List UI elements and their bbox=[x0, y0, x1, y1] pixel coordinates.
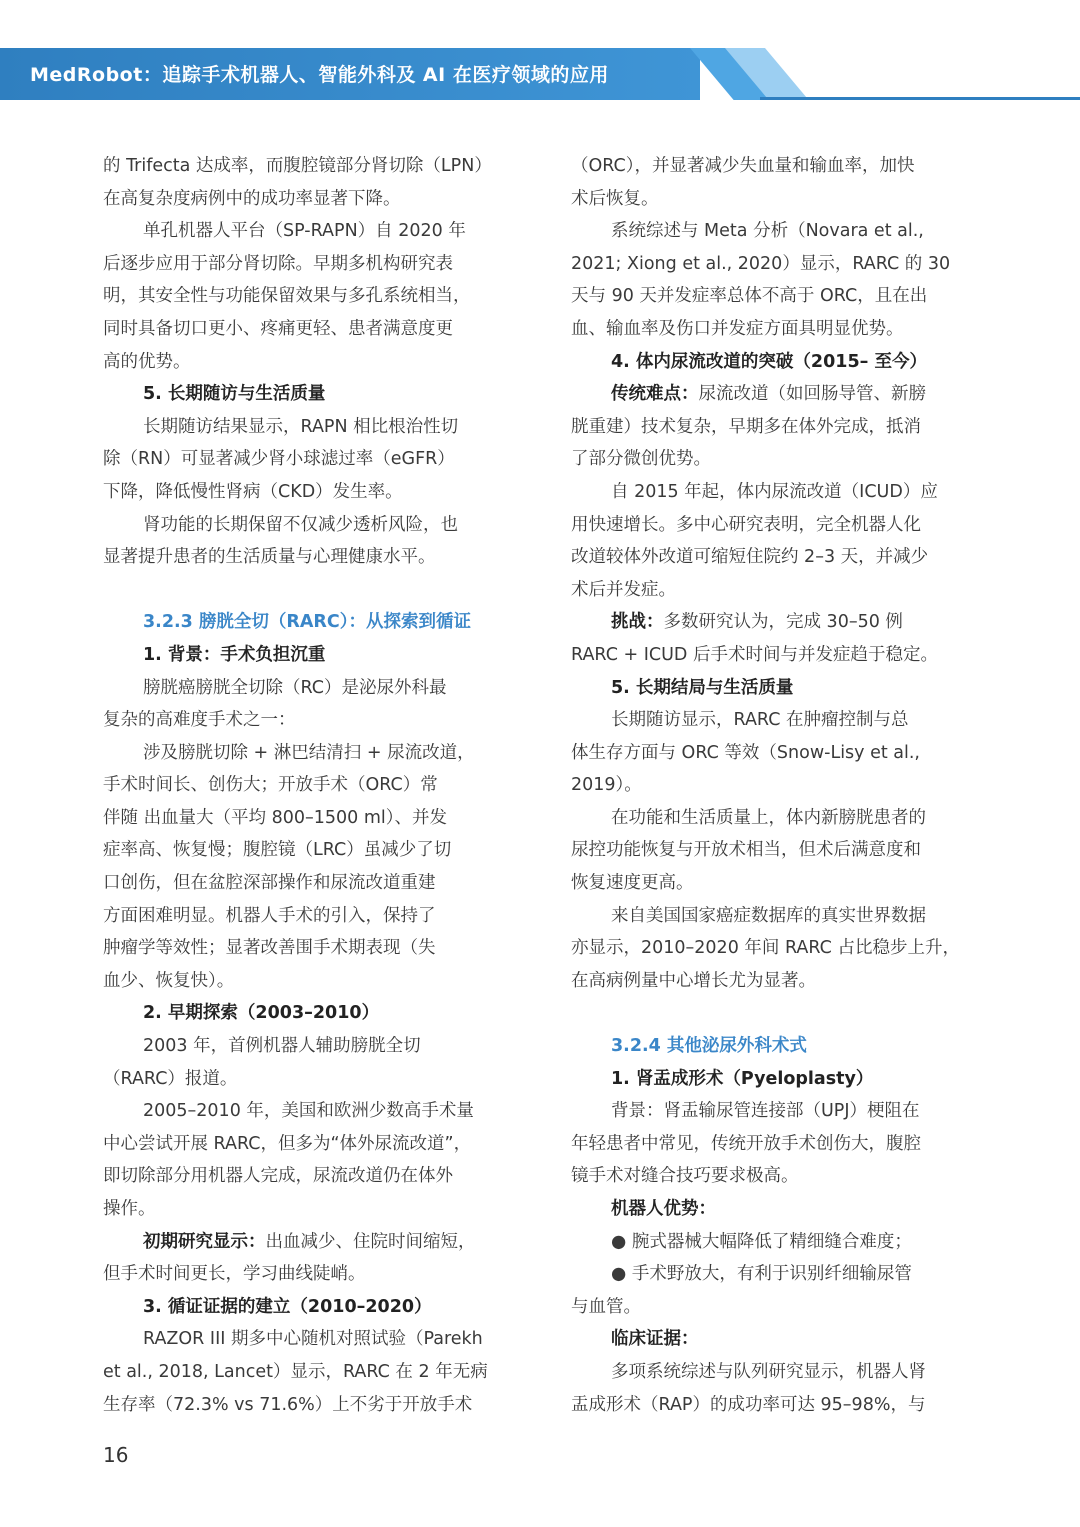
text-line: 天与 90 天并发症率总体不高于 ORC，且在出 bbox=[571, 286, 928, 307]
blank-gap bbox=[571, 997, 977, 1030]
text-line: 伴随 出血量大（平均 800–1500 ml）、并发 bbox=[103, 807, 448, 828]
subheading-line: 5. 长期随访与生活质量 bbox=[143, 384, 326, 405]
right-text-column bbox=[571, 150, 977, 1421]
subheading-line: 4. 体内尿流改道的突破（2015– 至今） bbox=[611, 351, 927, 372]
text-line: 2005–2010 年，美国和欧洲少数高手术量 bbox=[143, 1101, 474, 1122]
text-line: 尿控功能恢复与开放术相当，但术后满意度和 bbox=[571, 840, 921, 861]
text-line: 系统综述与 Meta 分析（Novara et al., bbox=[611, 221, 924, 242]
text-line: ● 手术野放大，有利于识别纤细输尿管 bbox=[611, 1264, 912, 1285]
text-line: 除（RN）可显著减少肾小球滤过率（eGFR） bbox=[103, 449, 455, 470]
text-line: 显著提升患者的生活质量与心理健康水平。 bbox=[103, 547, 436, 568]
text-line: 长期随访显示，RARC 在肿瘤控制与总 bbox=[611, 710, 909, 731]
lead-in-rest: 出血减少、住院时间缩短， bbox=[265, 1231, 476, 1252]
section-heading: 3.2.4 其他泌尿外科术式 bbox=[611, 1036, 807, 1057]
subheading-line: 1. 肾盂成形术（Pyeloplasty） bbox=[611, 1068, 874, 1089]
lead-in-rest: 多数研究认为，完成 30–50 例 bbox=[663, 612, 903, 633]
text-line: 在高病例量中心增长尤为显著。 bbox=[571, 970, 816, 991]
text-line: 肾功能的长期保留不仅减少透析风险，也 bbox=[143, 514, 458, 535]
section-heading: 3.2.3 膀胱全切（RARC）：从探索到循证 bbox=[143, 612, 472, 633]
text-line: 的 Trifecta 达成率，而腹腔镜部分肾切除（LPN） bbox=[103, 156, 492, 176]
text-line: 与血管。 bbox=[571, 1296, 641, 1317]
text-line bbox=[103, 1226, 509, 1259]
text-line: et al., 2018, Lancet）显示，RARC 在 2 年无病 bbox=[103, 1361, 488, 1382]
text-line: 胱重建）技术复杂，早期多在体外完成，抵消 bbox=[571, 416, 921, 437]
left-text-column bbox=[103, 150, 509, 1421]
text-line: 单孔机器人平台（SP-RAPN）自 2020 年 bbox=[143, 221, 466, 242]
text-line: 来自美国国家癌症数据库的真实世界数据 bbox=[611, 905, 926, 926]
text-line: 涉及膀胱切除 + 淋巴结清扫 + 尿流改道， bbox=[143, 742, 475, 763]
text-line: 下降，降低慢性肾病（CKD）发生率。 bbox=[103, 481, 403, 502]
text-line: 用快速增长。多中心研究表明，完全机器人化 bbox=[571, 514, 921, 535]
lead-in-bold: 挑战： bbox=[611, 612, 664, 633]
text-line: 盂成形术（RAP）的成功率可达 95–98%，与 bbox=[571, 1394, 926, 1415]
text-line: 血少、恢复快）。 bbox=[103, 970, 235, 991]
subheading-line: 机器人优势： bbox=[611, 1199, 716, 1219]
text-line: 改道较体外改道可缩短住院约 2–3 天，并减少 bbox=[571, 547, 929, 568]
text-line: 亦显示，2010–2020 年间 RARC 占比稳步上升， bbox=[571, 938, 960, 959]
text-line: 在高复杂度病例中的成功率显著下降。 bbox=[103, 188, 401, 209]
text-line: 了部分微创优势。 bbox=[571, 449, 711, 470]
text-line: 2003 年，首例机器人辅助膀胱全切 bbox=[143, 1036, 421, 1057]
text-line: 但手术时间更长，学习曲线陡峭。 bbox=[103, 1264, 366, 1285]
text-line: ● 腕式器械大幅降低了精细缝合难度； bbox=[611, 1231, 912, 1252]
text-line: 背景：肾盂输尿管连接部（UPJ）梗阻在 bbox=[611, 1101, 920, 1122]
text-line: 中心尝试开展 RARC，但多为“体外尿流改道”， bbox=[103, 1133, 472, 1154]
text-line: 膀胱癌膀胱全切除（RC）是泌尿外科最 bbox=[143, 677, 447, 698]
text-line: 在功能和生活质量上，体内新膀胱患者的 bbox=[611, 807, 926, 828]
blank-gap bbox=[103, 574, 509, 607]
text-line: 手术时间长、创伤大；开放手术（ORC）常 bbox=[103, 775, 438, 796]
text-line: 长期随访结果显示，RAPN 相比根治性切 bbox=[143, 416, 459, 437]
subheading-line: 2. 早期探索（2003–2010） bbox=[143, 1003, 380, 1024]
text-line: 年轻患者中常见，传统开放手术创伤大，腹腔 bbox=[571, 1133, 921, 1154]
subheading-line: 3. 循证证据的建立（2010–2020） bbox=[143, 1296, 432, 1317]
text-line: 同时具备切口更小、疼痛更轻、患者满意度更 bbox=[103, 318, 453, 339]
text-line: 自 2015 年起，体内尿流改道（ICUD）应 bbox=[611, 481, 938, 502]
text-line: 症率高、恢复慢；腹腔镜（LRC）虽减少了切 bbox=[103, 840, 452, 861]
text-line: （ORC），并显著减少失血量和输血率，加快 bbox=[571, 156, 915, 176]
text-line: 复杂的高难度手术之一： bbox=[103, 710, 296, 731]
text-line: 血、输血率及伤口并发症方面具明显优势。 bbox=[571, 318, 904, 339]
text-line: （RARC）报道。 bbox=[103, 1068, 238, 1089]
lead-in-bold: 初期研究显示： bbox=[143, 1231, 266, 1252]
subheading-line: 1. 背景：手术负担沉重 bbox=[143, 644, 326, 665]
text-line: 明，其安全性与功能保留效果与多孔系统相当， bbox=[103, 286, 471, 307]
text-line: 术后并发症。 bbox=[571, 579, 676, 600]
text-line: 操作。 bbox=[103, 1199, 156, 1219]
text-line: 镜手术对缝合技巧要求极高。 bbox=[571, 1166, 799, 1187]
running-header-title: MedRobot：追踪手术机器人、智能外科及 AI 在医疗领域的应用 bbox=[30, 64, 609, 86]
text-line: RAZOR III 期多中心随机对照试验（Parekh bbox=[143, 1329, 483, 1350]
text-line: 高的优势。 bbox=[103, 351, 191, 372]
text-line: 术后恢复。 bbox=[571, 188, 659, 209]
text-line: 2021; Xiong et al., 2020）显示，RARC 的 30 bbox=[571, 253, 951, 274]
text-line bbox=[571, 606, 977, 639]
text-line bbox=[571, 378, 977, 411]
text-line: 生存率（72.3% vs 71.6%）上不劣于开放手术 bbox=[103, 1394, 473, 1415]
text-line: 肿瘤学等效性；显著改善围手术期表现（失 bbox=[103, 938, 436, 959]
header-rule-line bbox=[760, 97, 1080, 100]
lead-in-bold: 传统难点： bbox=[611, 384, 699, 405]
text-line: 方面困难明显。机器人手术的引入，保持了 bbox=[103, 905, 436, 926]
subheading-line: 临床证据： bbox=[611, 1329, 699, 1350]
text-line: 后逐步应用于部分肾切除。早期多机构研究表 bbox=[103, 253, 453, 274]
lead-in-rest: 尿流改道（如回肠导管、新膀 bbox=[698, 384, 926, 405]
subheading-line: 5. 长期结局与生活质量 bbox=[611, 677, 794, 698]
page-number: 16 bbox=[103, 1443, 129, 1467]
text-line: 恢复速度更高。 bbox=[571, 873, 694, 894]
text-line: 2019）。 bbox=[571, 775, 642, 796]
text-line: 体生存方面与 ORC 等效（Snow-Lisy et al., bbox=[571, 742, 920, 763]
text-line: RARC + ICUD 后手术时间与并发症趋于稳定。 bbox=[571, 644, 938, 665]
text-line: 多项系统综述与队列研究显示，机器人肾 bbox=[611, 1361, 926, 1382]
text-line: 即切除部分用机器人完成，尿流改道仍在体外 bbox=[103, 1166, 453, 1187]
text-line: 口创伤，但在盆腔深部操作和尿流改道重建 bbox=[103, 873, 436, 894]
